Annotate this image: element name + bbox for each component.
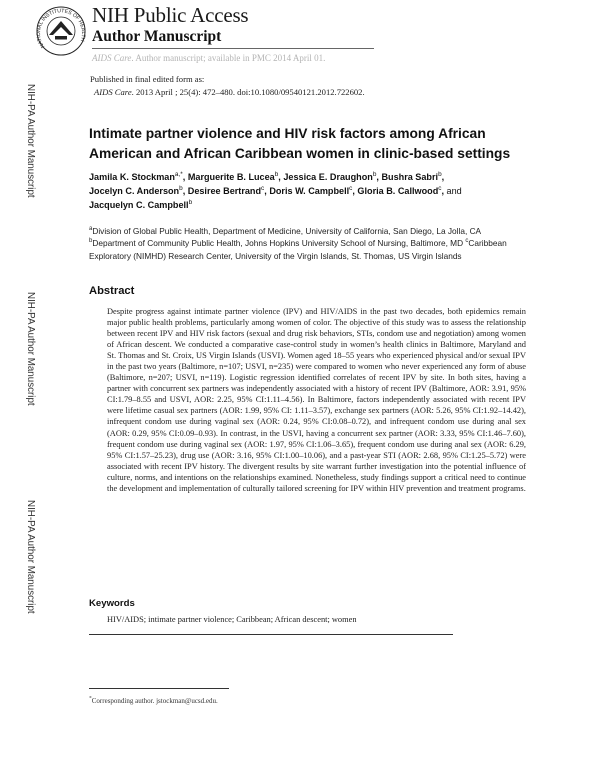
availability-note: AIDS Care. Author manuscript; available in PMC 2014 April 01. — [92, 53, 326, 63]
author: Jessica E. Draughon — [283, 172, 373, 182]
publication-info — [90, 73, 365, 98]
author: Jocelyn C. Anderson — [89, 185, 180, 196]
keywords-heading: Keywords — [89, 598, 135, 609]
seal-text: NATIONAL INSTITUTES OF HEALTH — [36, 8, 86, 49]
footnote-divider — [89, 688, 229, 689]
affiliation: Division of Global Public Health, Department of Medicine, University of California, San Diego, La Jolla, CA — [92, 226, 481, 236]
keywords-divider — [89, 634, 453, 635]
sidebar-stamp: NIH-PA Author Manuscript — [25, 292, 36, 406]
author-list: Jamila K. Stockman$^{a,*}$, Marguerite B. Lucea$^b$, Jessica E. Draughon$^b$, Bushra Sabri$^b$, Jocelyn C. Anderson$^b$, Desiree Bertrand$^c$, Doris W. Campbell$^c$, Gloria B. Callwood$^c$, and Jacquelyn C. Campbell$^b$ — [89, 170, 462, 210]
citation: AIDS Care. 2013 April ; 25(4): 472–480. doi:10.1080/09540121.2012.722602. — [94, 86, 365, 97]
header-divider — [92, 48, 374, 49]
author-manuscript-label: Author Manuscript — [92, 28, 222, 45]
author: Desiree Bertrand — [187, 185, 262, 196]
author: Doris W. Campbell — [269, 185, 350, 196]
article-title: Intimate partner violence and HIV risk factors among African American and African Caribbean women in clinic-based settings — [89, 126, 511, 161]
published-label: Published in final edited form as: — [90, 74, 205, 84]
abstract-heading: Abstract — [89, 285, 135, 297]
affiliation: Department of Community Public Health, Johns Hopkins University School of Nursing, Baltimore, MD — [92, 238, 464, 249]
nih-seal-logo — [36, 6, 86, 56]
author-and: and — [446, 185, 462, 196]
keywords-text: HIV/AIDS; intimate partner violence; Caribbean; African descent; women — [107, 615, 357, 624]
affiliations: $^a$Division of Global Public Health, Department of Medicine, University of California, San Diego, La Jolla, CA $^b$Department of Community Public Health, Johns Hopkins University School of Nursing, Baltimore, MD $^c$Caribbean Exploratory (NIMHD) Research Center, University of the Virgin Islands, St. Thomas, US Virgin Islands — [89, 226, 507, 261]
corresponding-author-footnote: *Corresponding author. jstockman@ucsd.edu. — [89, 695, 218, 705]
abstract-text: Despite progress against intimate partner violence (IPV) and HIV/AIDS in the past two decades, both epidemics remain major public health problems, particularly among women of color. The objective of this study was to assess the relationship between recent IPV and HIV risk factors (sexual and drug risk behaviors, STIs, condom use and negotiation) among women of African descent. We conducted a comparative case-control study in women’s health clinics in Baltimore, Maryland and St. Thomas and St. Croix, US Virgin Islands (USVI). Women aged 18–55 years who experienced physical and/or sexual IPV in the past two years (Baltimore, n=107; USVI, n=235) were compared to women who never experienced any form of abuse (Baltimore, n=207; USVI, n=119). Logistic regression identified correlates of recent IPV by site. In both sites, having a partner with concurrent sex partners was independently associated with a history of recent IPV (Baltimore, AOR: 3.91, 95% CI:1.79–8.55 and USVI, AOR: 2.25, 95% CI:1.11–4.56). In Baltimore, factors independently associated with recent IPV were lifetime casual sex partners (AOR: 1.99, 95% CI: 1.11–3.57), exchange sex partners (AOR: 5.26, 95% CI:1.92–14.42), infrequent condom use during vaginal sex (AOR: 0.24, 95% CI:0.08–0.72), and infrequent condom use during anal sex (AOR: 0.29, 95% CI:0.09–0.93). In contrast, in the USVI, having a concurrent sex partner (AOR: 3.33, 95% CI:1.46–7.60), frequent condom use during vaginal sex (AOR: 1.97, 95% CI:1.06–3.65), frequent condom use during anal sex (AOR: 6.29, 95% CI:1.57–25.23), drug use (AOR: 3.16, 95% CI:1.00–10.06), and a past-year STI (AOR: 2.68, 95% CI:1.25–5.72) were associated with recent IPV history. The divergent results by site warrant further investigation into the potential influence of culture, norms, and intentions on the relationships examined. Nonetheless, study findings support a critical need to continue the development and implementation of culturally tailored screening for IPV within HIV prevention and treatment programs. — [107, 307, 526, 493]
author: Jacquelyn C. Campbell — [89, 199, 189, 210]
affiliation: Caribbean Exploratory (NIMHD) Research Center, University of the Virgin Islands, St. Thomas, US Virgin Islands — [89, 238, 507, 261]
author: Gloria B. Callwood — [357, 185, 439, 196]
author: Marguerite B. Lucea — [187, 172, 275, 182]
author: Jamila K. Stockman — [89, 172, 175, 182]
nih-public-access-title: NIH Public Access — [92, 3, 249, 27]
sidebar-stamp: NIH-PA Author Manuscript — [25, 500, 36, 614]
author: Bushra Sabri — [381, 172, 439, 182]
sidebar-stamp: NIH-PA Author Manuscript — [25, 84, 36, 198]
